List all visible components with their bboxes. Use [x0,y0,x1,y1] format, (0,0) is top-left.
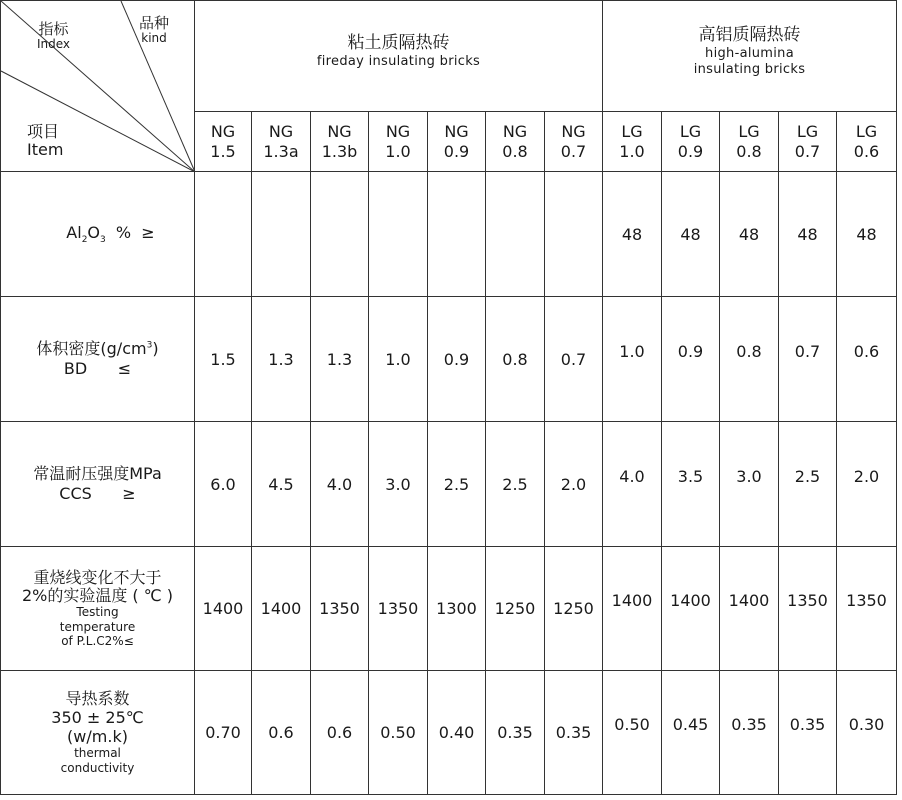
header-corner-cell [1,1,195,172]
value-cell: 3.5 [662,422,720,547]
value-cell: 0.45 [662,671,720,795]
grade-ng-1-3a: NG 1.3a [252,112,311,172]
value-cell: 3.0 [720,422,779,547]
value-cell: 1400 [603,547,662,671]
value-cell: 0.6 [311,671,369,795]
value-cell: 0.6 [252,671,311,795]
value-cell [311,172,369,297]
value-cell: 0.40 [428,671,486,795]
value-cell: 1.0 [603,297,662,422]
table-row [1,422,897,547]
value-cell: 1350 [369,547,428,671]
value-cell: 2.5 [779,422,837,547]
row-label-plc-temperature: 重烧线变化不大于 2%的实验温度 ( ℃ ) Testing temperature of P.L.C2%≤ [1,547,195,671]
table-row [1,671,897,795]
value-cell: 1300 [428,547,486,671]
value-cell [252,172,311,297]
item-label: 项目 Item [27,122,64,160]
value-cell: 0.7 [545,297,603,422]
group-header-high-alumina: 高铝质隔热砖 high-alumina insulating bricks [603,1,897,112]
value-cell: 0.50 [603,671,662,795]
row-label-thermal-conductivity: 导热系数 350 ± 25℃ (w/m.k) thermal conductivity [1,671,195,795]
value-cell: 2.5 [486,422,545,547]
row-label-ccs: 常温耐压强度MPa CCS ≥ [1,422,195,547]
value-cell: 1400 [195,547,252,671]
grade-lg-0-7: LG 0.7 [779,112,837,172]
value-cell: 0.8 [720,297,779,422]
value-cell: 0.9 [428,297,486,422]
value-cell: 1250 [486,547,545,671]
group-header-fireclay: 粘土质隔热砖 fireday insulating bricks [195,1,603,112]
grade-lg-1-0: LG 1.0 [603,112,662,172]
value-cell: 4.5 [252,422,311,547]
value-cell [195,172,252,297]
value-cell: 48 [720,172,779,297]
grade-lg-0-9: LG 0.9 [662,112,720,172]
grade-ng-0-7: NG 0.7 [545,112,603,172]
value-cell: 0.50 [369,671,428,795]
value-cell: 1.5 [195,297,252,422]
value-cell: 1400 [720,547,779,671]
grade-ng-0-8: NG 0.8 [486,112,545,172]
value-cell: 0.35 [720,671,779,795]
grade-ng-1-5: NG 1.5 [195,112,252,172]
value-cell: 2.5 [428,422,486,547]
value-cell: 0.6 [837,297,897,422]
value-cell: 1400 [662,547,720,671]
kind-label: 品种 kind [139,14,170,46]
value-cell: 1350 [311,547,369,671]
value-cell: 0.35 [486,671,545,795]
value-cell: 0.7 [779,297,837,422]
value-cell: 1350 [779,547,837,671]
value-cell: 48 [837,172,897,297]
value-cell: 2.0 [545,422,603,547]
value-cell [369,172,428,297]
value-cell: 0.35 [779,671,837,795]
indicator-label: 指标 Index [37,20,71,52]
value-cell: 4.0 [603,422,662,547]
grade-ng-1-3b: NG 1.3b [311,112,369,172]
value-cell: 0.70 [195,671,252,795]
value-cell: 1400 [252,547,311,671]
value-cell: 1250 [545,547,603,671]
table-row [1,547,897,671]
value-cell [545,172,603,297]
value-cell: 4.0 [311,422,369,547]
value-cell: 0.30 [837,671,897,795]
value-cell: 1.3 [311,297,369,422]
value-cell: 1.3 [252,297,311,422]
row-label-al2o3: $Al_2O_3$ % ≥ [1,172,195,297]
value-cell: 2.0 [837,422,897,547]
grade-ng-0-9: NG 0.9 [428,112,486,172]
table-row [1,297,897,422]
value-cell: 48 [603,172,662,297]
value-cell [486,172,545,297]
row-label-bulk-density: 体积密度$(g/cm^3)$ BD ≤ [1,297,195,422]
value-cell: 0.9 [662,297,720,422]
value-cell: 0.8 [486,297,545,422]
value-cell: 48 [662,172,720,297]
value-cell: 3.0 [369,422,428,547]
value-cell: 1350 [837,547,897,671]
table-row [1,172,897,297]
value-cell: 6.0 [195,422,252,547]
value-cell: 1.0 [369,297,428,422]
grade-lg-0-8: LG 0.8 [720,112,779,172]
value-cell: 48 [779,172,837,297]
grade-lg-0-6: LG 0.6 [837,112,897,172]
grade-ng-1-0: NG 1.0 [369,112,428,172]
value-cell [428,172,486,297]
value-cell: 0.35 [545,671,603,795]
